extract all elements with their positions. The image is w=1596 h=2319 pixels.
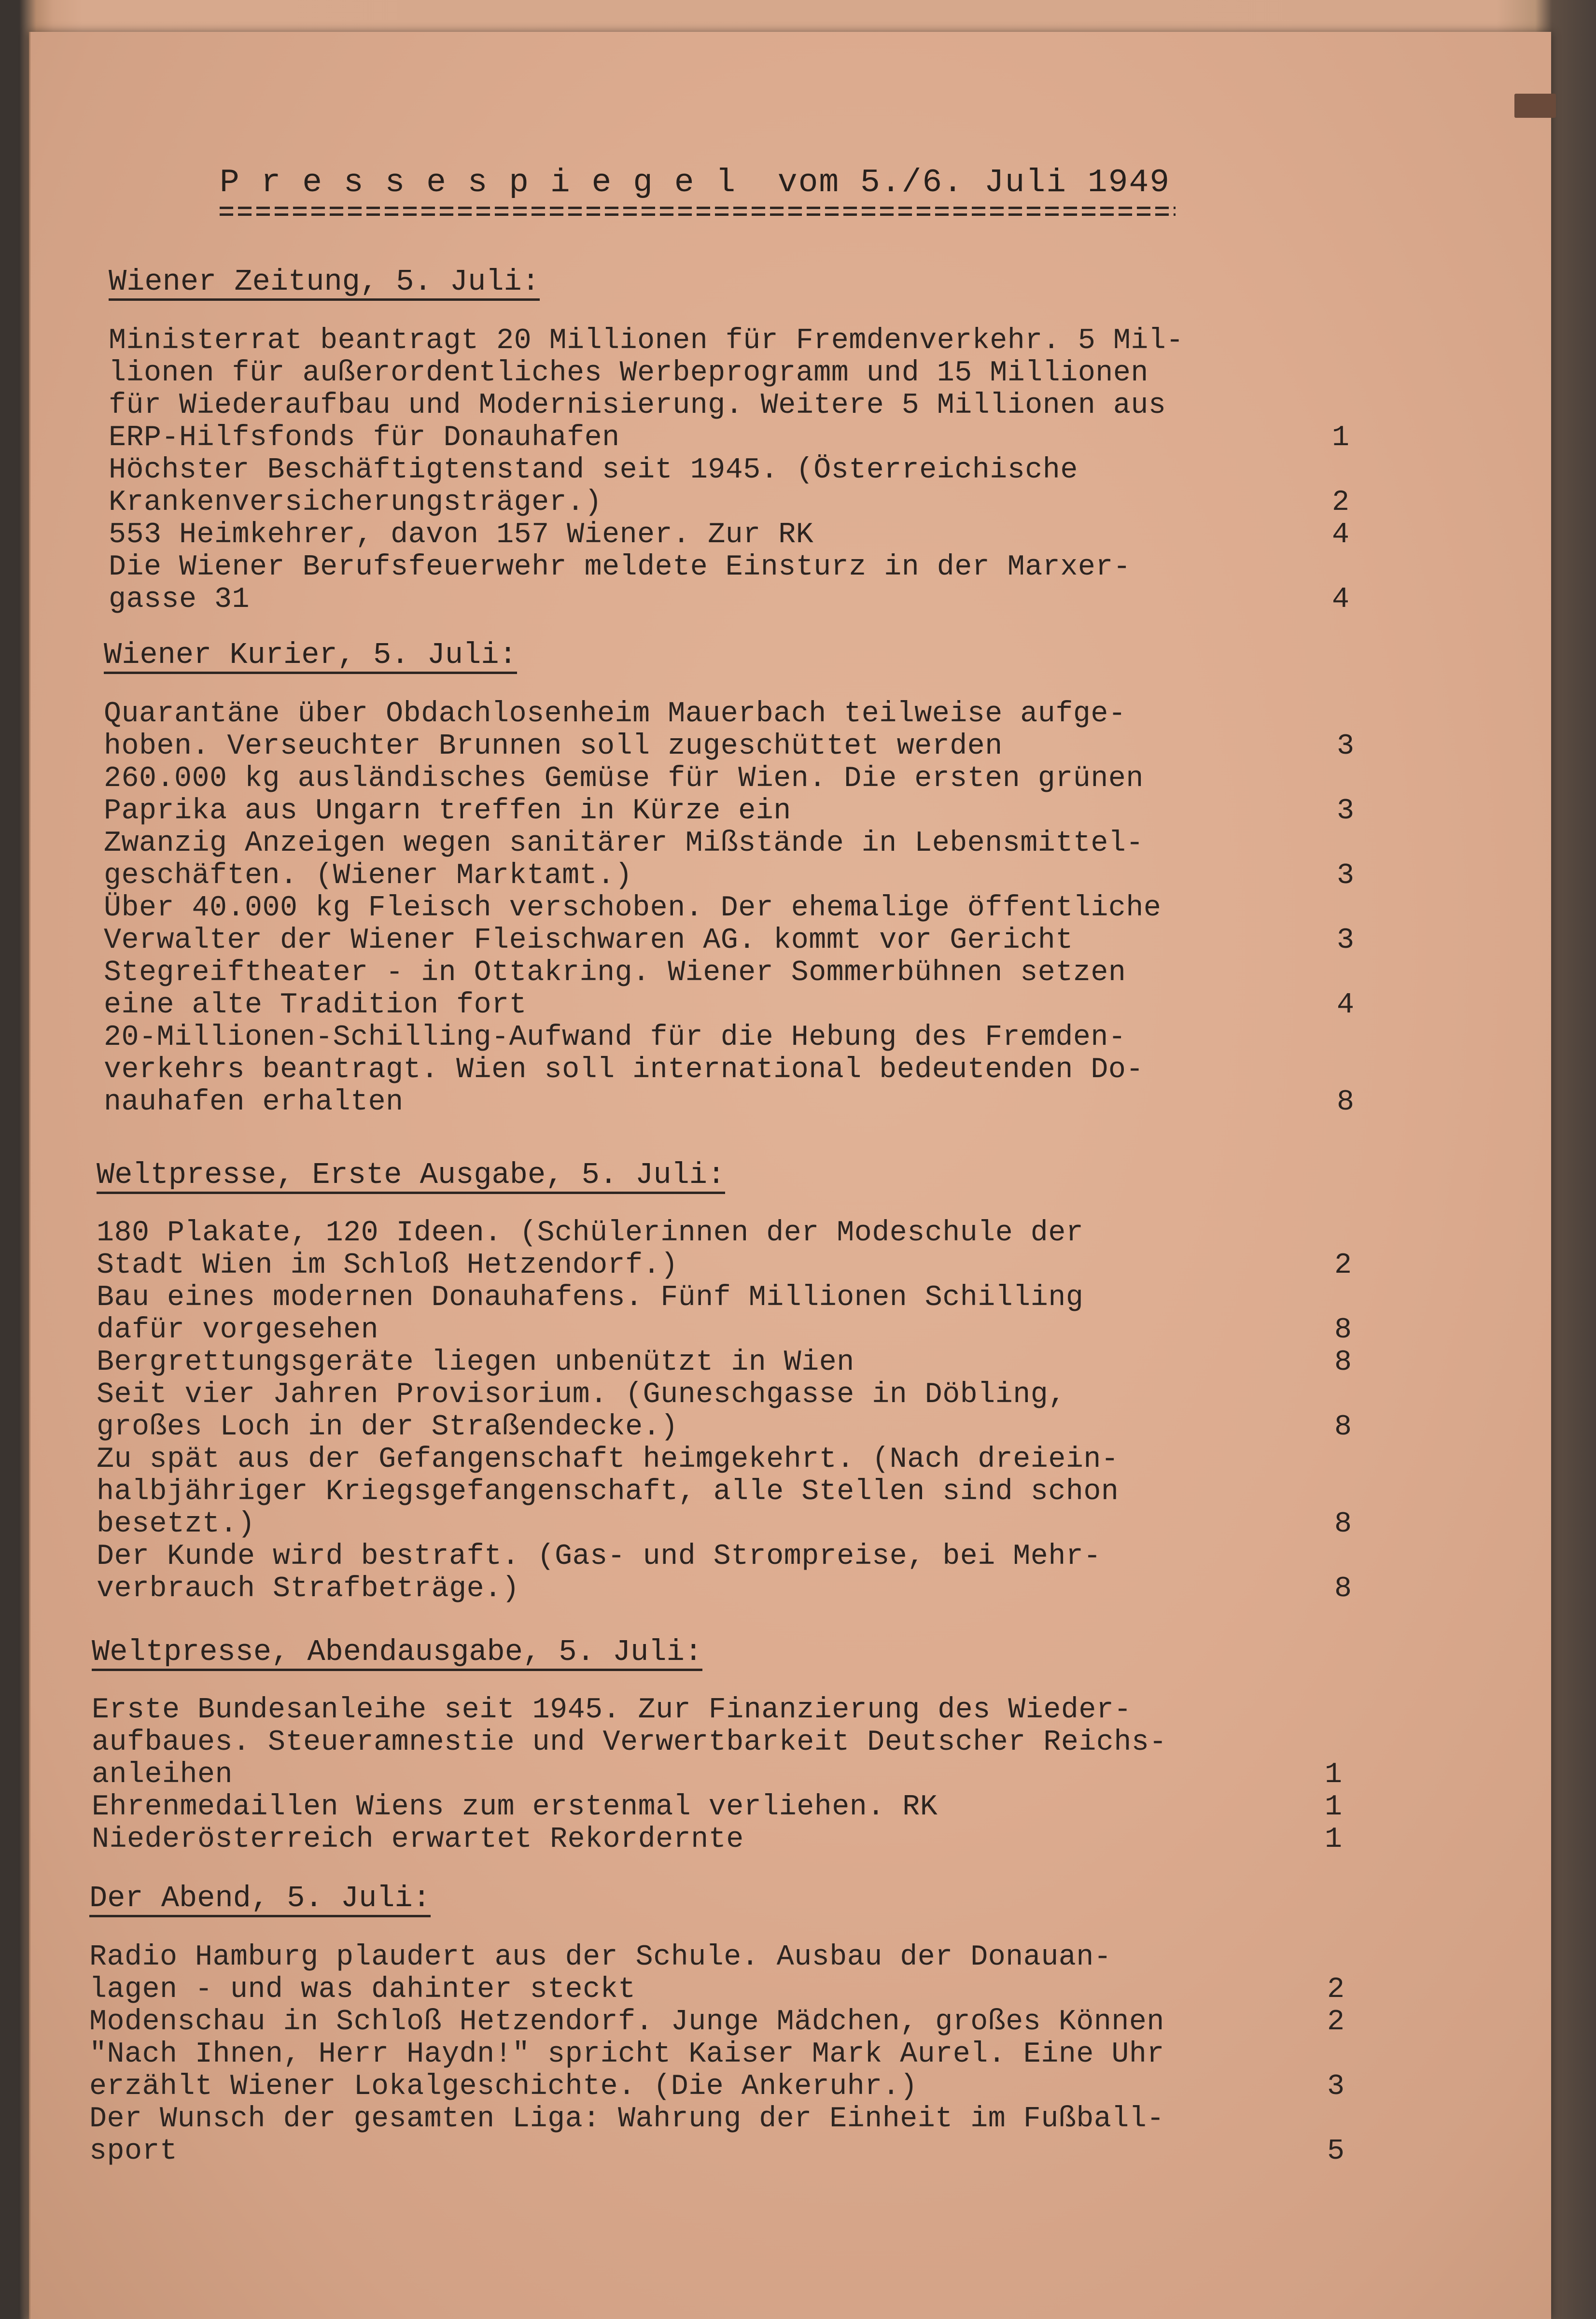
article-entry [89, 1941, 1344, 2006]
entry-text-line: Der Kunde wird bestraft. (Gas- und Strompreise, bei Mehr- [97, 1540, 1101, 1573]
entry-text-line: Ehrenmedaillen Wiens zum erstenmal verliehen. RK [92, 1791, 938, 1824]
entry-text-line: halbjähriger Kriegsgefangenschaft, alle Stellen sind schon [97, 1476, 1119, 1508]
article-entry [104, 698, 1354, 763]
entry-text-line: verbrauch Strafbeträge.) [97, 1573, 520, 1605]
archive-stamp [1508, 90, 1566, 124]
article-entry [104, 892, 1354, 957]
page-number: 1 [1324, 1791, 1342, 1824]
entry-list [89, 1941, 1344, 2168]
press-section [104, 640, 1354, 1119]
page-number: 8 [1334, 1573, 1352, 1605]
article-entry [97, 1444, 1352, 1541]
entry-text-line: Bergrettungsgeräte liegen unbenützt in Wien [97, 1346, 854, 1379]
entry-list [97, 1217, 1352, 1605]
page-number: 2 [1327, 2006, 1344, 2038]
page-number: 8 [1334, 1314, 1352, 1347]
entry-text-line: Zu spät aus der Gefangenschaft heimgekehrt. (Nach dreiein- [97, 1443, 1119, 1476]
page-number: 8 [1334, 1411, 1352, 1444]
entry-text-line: erzählt Wiener Lokalgeschichte. (Die Ankeruhr.) [89, 2070, 918, 2103]
entry-text-line: 20-Millionen-Schilling-Aufwand für die Hebung des Fremden- [104, 1021, 1126, 1054]
entry-text-line: lagen - und was dahinter steckt [89, 1973, 636, 2006]
section-title: Wiener Zeitung, 5. Juli: [109, 267, 540, 301]
article-entry [104, 1022, 1354, 1119]
article-entry [92, 1694, 1342, 1791]
entry-text-line: Stegreiftheater - in Ottakring. Wiener Sommerbühnen setzen [104, 956, 1126, 989]
article-entry [109, 454, 1349, 519]
entry-text-line: Die Wiener Berufsfeuerwehr meldete Einsturz in der Marxer- [109, 551, 1131, 584]
page-number: 4 [1331, 583, 1349, 616]
article-entry [97, 1217, 1352, 1282]
article-entry [89, 2038, 1344, 2103]
article-entry [97, 1347, 1352, 1379]
entry-text-line: nauhafen erhalten [104, 1086, 404, 1119]
entry-text-line: lionen für außerordentliches Werbeprogramm und 15 Millionen [109, 357, 1148, 390]
page-number: 4 [1336, 989, 1354, 1022]
entry-text-line: Niederösterreich erwartet Rekordernte [92, 1823, 744, 1856]
entry-text-line: Paprika aus Ungarn treffen in Kürze ein [104, 795, 791, 828]
article-entry [89, 2006, 1344, 2038]
article-entry [109, 519, 1349, 551]
article-entry [97, 1282, 1352, 1347]
entry-text-line: geschäften. (Wiener Marktamt.) [104, 859, 633, 892]
page-number: 8 [1336, 1086, 1354, 1119]
document-title: P r e s s e s p i e g e l vom 5./6. Juli 1949 [220, 164, 1171, 201]
entry-text-line: Radio Hamburg plaudert aus der Schule. Ausbau der Donauan- [89, 1941, 1112, 1974]
entry-text-line: Über 40.000 kg Fleisch verschoben. Der ehemalige öffentliche [104, 892, 1162, 925]
section-title: Weltpresse, Abendausgabe, 5. Juli: [92, 1637, 702, 1671]
article-entry [97, 1379, 1352, 1444]
entry-text-line: aufbaues. Steueramnestie und Verwertbarkeit Deutscher Reichs- [92, 1726, 1167, 1759]
page-number: 2 [1334, 1249, 1352, 1282]
entry-text-line: "Nach Ihnen, Herr Haydn!" spricht Kaiser Mark Aurel. Eine Uhr [89, 2038, 1164, 2071]
page-number: 3 [1336, 924, 1354, 957]
article-entry [92, 1824, 1342, 1856]
entry-list [92, 1694, 1342, 1856]
entry-text-line: Der Wunsch der gesamten Liga: Wahrung der Einheit im Fußball- [89, 2103, 1164, 2136]
page-number: 3 [1336, 795, 1354, 828]
article-entry [104, 957, 1354, 1022]
press-section [89, 1883, 1344, 2168]
entry-text-line: 260.000 kg ausländisches Gemüse für Wien. Die ersten grünen [104, 762, 1144, 795]
entry-text-line: Ministerrat beantragt 20 Millionen für Fremdenverkehr. 5 Mil- [109, 324, 1184, 357]
page-number: 2 [1331, 486, 1349, 519]
entry-text-line: ERP-Hilfsfonds für Donauhafen [109, 422, 620, 454]
page-number: 8 [1334, 1346, 1352, 1379]
page-number: 1 [1324, 1758, 1342, 1791]
page-number: 5 [1327, 2135, 1344, 2168]
entry-text-line: für Wiederaufbau und Modernisierung. Weitere 5 Millionen aus [109, 389, 1166, 422]
entry-text-line: Seit vier Jahren Provisorium. (Guneschgasse in Döbling, [97, 1378, 1066, 1411]
entry-text-line: Höchster Beschäftigtenstand seit 1945. (Österreichische [109, 454, 1078, 487]
section-title: Wiener Kurier, 5. Juli: [104, 640, 517, 674]
entry-text-line: hoben. Verseuchter Brunnen soll zugeschüttet werden [104, 730, 1003, 763]
entry-text-line: gasse 31 [109, 583, 250, 616]
page-number: 4 [1331, 519, 1349, 551]
page-number: 3 [1327, 2070, 1344, 2103]
article-entry [104, 763, 1354, 828]
entry-text-line: Krankenversicherungsträger.) [109, 486, 602, 519]
page-number: 3 [1336, 730, 1354, 763]
entry-text-line: eine alte Tradition fort [104, 989, 527, 1022]
page-number: 1 [1324, 1823, 1342, 1856]
entry-text-line: 180 Plakate, 120 Ideen. (Schülerinnen der Modeschule der [97, 1217, 1084, 1250]
article-entry [109, 325, 1349, 454]
press-section [109, 267, 1349, 616]
section-title: Weltpresse, Erste Ausgabe, 5. Juli: [97, 1160, 725, 1194]
press-section [92, 1637, 1342, 1856]
entry-text-line: Erste Bundesanleihe seit 1945. Zur Finanzierung des Wieder- [92, 1694, 1132, 1727]
section-title: Der Abend, 5. Juli: [89, 1883, 431, 1917]
article-entry [109, 551, 1349, 616]
page-number: 1 [1331, 422, 1349, 454]
article-entry [89, 2103, 1344, 2168]
entry-list [109, 325, 1349, 616]
entry-text-line: sport [89, 2135, 178, 2168]
entry-text-line: Stadt Wien im Schloß Hetzendorf.) [97, 1249, 678, 1282]
entry-text-line: großes Loch in der Straßendecke.) [97, 1411, 678, 1444]
entry-text-line: Bau eines modernen Donauhafens. Fünf Millionen Schilling [97, 1281, 1084, 1314]
entry-text-line: Zwanzig Anzeigen wegen sanitärer Mißstände in Lebensmittel- [104, 827, 1144, 860]
page-number: 2 [1327, 1973, 1344, 2006]
article-entry [92, 1791, 1342, 1824]
page-number: 8 [1334, 1508, 1352, 1541]
entry-text-line: besetzt.) [97, 1508, 255, 1541]
title-double-underline [220, 207, 1176, 216]
entry-text-line: dafür vorgesehen [97, 1314, 379, 1347]
entry-text-line: 553 Heimkehrer, davon 157 Wiener. Zur RK [109, 519, 814, 551]
entry-text-line: Verwalter der Wiener Fleischwaren AG. kommt vor Gericht [104, 924, 1073, 957]
page-number: 3 [1336, 859, 1354, 892]
entry-text-line: verkehrs beantragt. Wien soll international bedeutenden Do- [104, 1054, 1144, 1086]
press-section [97, 1160, 1352, 1605]
entry-text-line: Modenschau in Schloß Hetzendorf. Junge Mädchen, großes Können [89, 2006, 1164, 2038]
article-entry [97, 1541, 1352, 1605]
article-entry [104, 828, 1354, 892]
entry-text-line: anleihen [92, 1758, 233, 1791]
entry-list [104, 698, 1354, 1119]
entry-text-line: Quarantäne über Obdachlosenheim Mauerbach teilweise aufge- [104, 698, 1126, 731]
